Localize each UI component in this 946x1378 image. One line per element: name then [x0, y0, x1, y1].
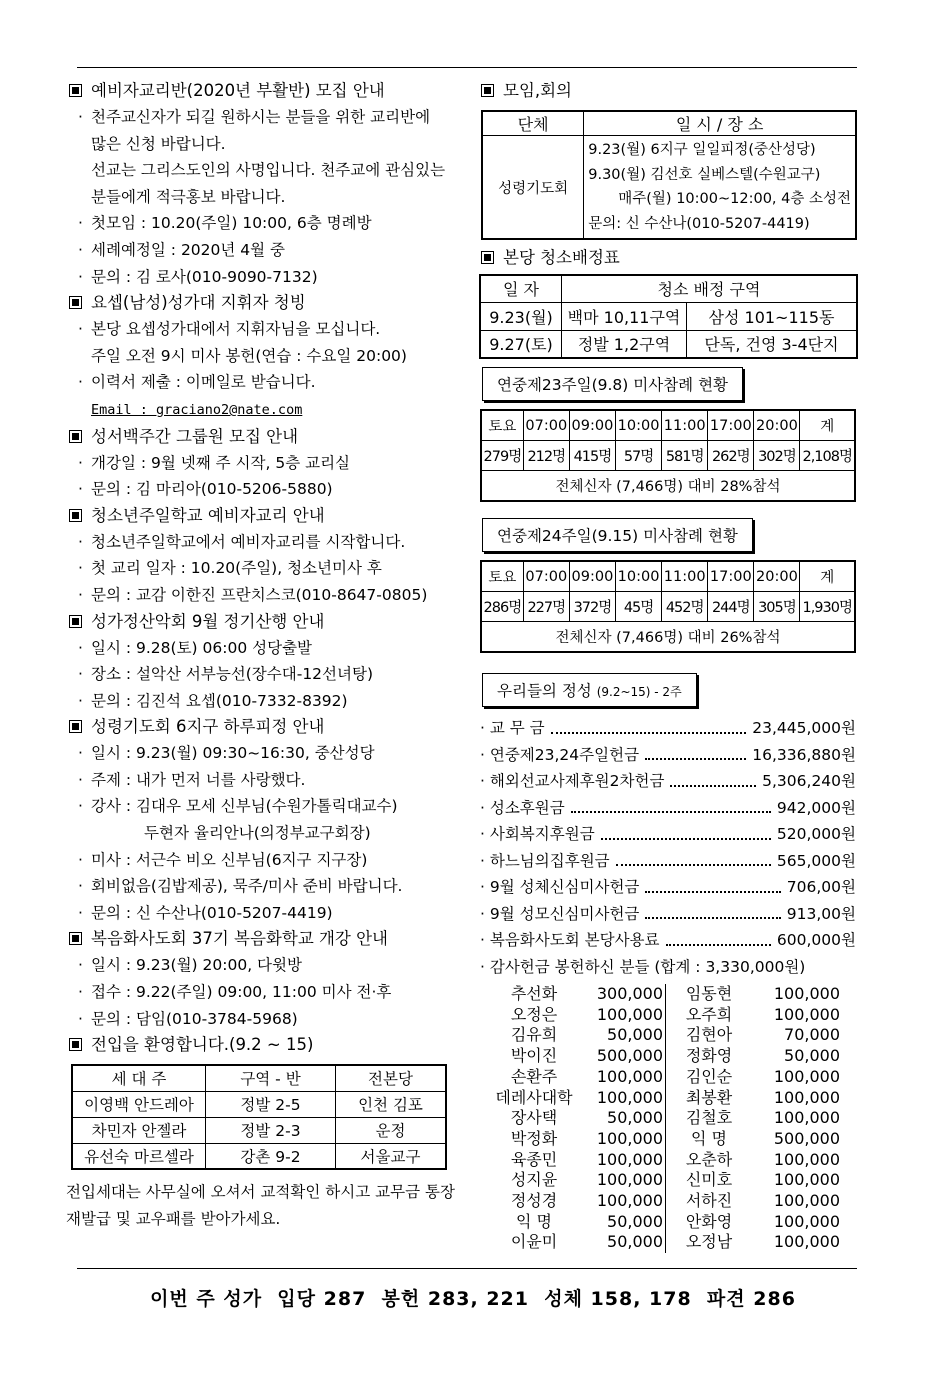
- table-cell: 운정: [336, 1117, 447, 1143]
- table-cell: 정발 2-5: [206, 1091, 336, 1117]
- square-bullet-icon: [69, 720, 82, 733]
- table-cell: 452명: [662, 592, 708, 622]
- offering-list: [478, 715, 856, 980]
- info-line: · 접수 : 9.22(주일) 09:00, 11:00 미사 전·후: [78, 983, 392, 1002]
- donor-name: 익 명: [516, 1211, 552, 1231]
- info-line: · 일시 : 9.28(토) 06:00 성당출발: [78, 638, 313, 657]
- left-column: [66, 78, 461, 1232]
- donor-amount: 100,000: [586, 1191, 666, 1212]
- welcome-note: 전입세대는 사무실에 오셔서 교적확인 하시고 교무금 통장 재발급 및 교우패를 받아가세요.: [66, 1183, 455, 1228]
- donor-name: 김유희: [510, 1025, 558, 1045]
- donor-name: 박정화: [510, 1128, 558, 1148]
- table-cell: 단독, 건영 3-4단지: [687, 330, 858, 358]
- donor-name: 서하진: [685, 1191, 733, 1211]
- square-bullet-icon: [69, 1038, 82, 1051]
- info-line: 두현자 율리안나(의정부교구회장): [144, 824, 371, 843]
- info-line: · 문의 : 김 로사(010-9090-7132): [78, 267, 318, 286]
- hymn-footer: 이번 주 성가 입당 287 봉헌 283, 221 성체 158, 178 파견 286: [150, 1288, 796, 1310]
- table-header: 세 대 주: [72, 1065, 206, 1091]
- table-cell: 이영백 안드레아: [72, 1091, 206, 1117]
- donor-name: 이윤미: [510, 1232, 558, 1252]
- donor-name: 정성경: [510, 1191, 558, 1211]
- table-header: 17:00: [708, 410, 754, 441]
- mass23-table: [480, 409, 856, 502]
- donor-amount: 100,000: [773, 1004, 840, 1024]
- info-line: · 개강일 : 9월 넷째 주 시작, 5층 교리실: [78, 453, 351, 472]
- gospel-heading: 복음화사도회 37기 복음화학교 개강 안내: [66, 926, 461, 952]
- donor-amount: 100,000: [586, 1129, 666, 1150]
- table-header: 전본당: [336, 1065, 447, 1091]
- info-line: · 강사 : 김대우 모세 신부님(수원가톨릭대교수): [78, 797, 398, 816]
- info-line: · 장소 : 설악산 서부능선(장수대-12선녀탕): [78, 665, 374, 684]
- donor-amount: 100,000: [586, 1067, 666, 1088]
- info-line: · 일시 : 9.23(월) 20:00, 다윗방: [78, 956, 302, 975]
- table-header: 단체: [482, 111, 584, 136]
- donor-amount: 100,000: [586, 1150, 666, 1171]
- info-line: · 문의 : 김 마리아(010-5206-5880): [78, 480, 333, 499]
- table-cell: 삼성 101~115동: [687, 302, 858, 330]
- offering-item: · 연중제23,24주일헌금 16,336,880원: [480, 745, 856, 764]
- info-line: · 첫 교리 일자 : 10.20(주일), 청소년미사 후: [78, 559, 382, 578]
- donor-amount: 100,000: [773, 984, 840, 1003]
- catechumen-heading: 예비자교리반(2020년 부활반) 모집 안내: [66, 78, 461, 104]
- table-cell: 전체신자 (7,466명) 대비 26%참석: [481, 622, 855, 653]
- table-header: 일 자: [480, 275, 562, 302]
- table-cell: 성령기도회: [482, 136, 584, 240]
- email-link[interactable]: Email : graciano2@nate.com: [91, 401, 303, 418]
- meeting-table: [481, 110, 857, 240]
- table-cell: 전체신자 (7,466명) 대비 28%참석: [481, 471, 855, 502]
- square-bullet-icon: [69, 615, 82, 628]
- table-cell: 57명: [615, 441, 661, 471]
- donor-amount: 100,000: [773, 1066, 840, 1086]
- table-header: 20:00: [754, 410, 800, 441]
- donor-name: 성지윤: [510, 1170, 558, 1190]
- table-header: 17:00: [708, 561, 754, 592]
- joseph-heading: 요셉(남성)성가대 지휘자 청빙: [66, 290, 461, 316]
- donor-amount: 100,000: [773, 1232, 840, 1252]
- table-header: 토요: [481, 410, 523, 441]
- info-line: · 미사 : 서근수 비오 신부님(6지구 지구장): [78, 850, 368, 869]
- welcome-table: [71, 1064, 447, 1170]
- info-line: [66, 396, 461, 424]
- donor-name: 손환주: [510, 1066, 558, 1086]
- table-cell: 262명: [708, 441, 754, 471]
- offering-item: · 교 무 금 23,445,000원: [480, 719, 856, 737]
- mass24-table: [480, 560, 856, 653]
- table-header: 11:00: [662, 561, 708, 592]
- table-cell: 9.23(월) 6지구 일일피정(중산성당) 9.30(월) 김선호 실베스텔(수원교구) 매주(월) 10:00~12:00, 4층 소성전 문의: 신 수산나(010-5207-4419): [584, 136, 856, 240]
- info-line: · 문의 : 담임(010-3784-5968): [78, 1009, 298, 1028]
- table-cell: 581명: [662, 441, 708, 471]
- table-cell: 서울교구: [336, 1143, 447, 1169]
- donor-name: 김현아: [685, 1025, 733, 1045]
- table-cell: 227명: [523, 592, 569, 622]
- table-cell: 286명: [481, 592, 523, 622]
- table-cell: 45명: [615, 592, 661, 622]
- info-line: · 이력서 제출 : 이메일로 받습니다.: [78, 373, 316, 392]
- donor-amount: 100,000: [773, 1211, 840, 1231]
- donor-amount: 100,000: [586, 1170, 666, 1191]
- donor-name: 신미호: [685, 1170, 733, 1190]
- table-cell: 백마 10,11구역: [562, 302, 687, 330]
- table-header: 청소 배정 구역: [562, 275, 858, 302]
- info-line: · 주제 : 내가 먼저 너를 사랑했다.: [78, 770, 306, 789]
- offering-item: · 복음화사도회 본당사용료 600,000원: [480, 931, 856, 949]
- mass23-label: 연중제23주일(9.8) 미사참례 현황: [482, 367, 743, 401]
- table-cell: 1,930명: [800, 592, 855, 622]
- info-line: · 세례예정일 : 2020년 4월 중: [78, 240, 286, 259]
- info-line: 선교는 그리스도인의 사명입니다. 천주교에 관심있는: [91, 161, 446, 180]
- square-bullet-icon: [481, 84, 494, 97]
- donor-amount: 100,000: [773, 1149, 840, 1169]
- donor-amount: 50,000: [586, 1232, 666, 1253]
- info-line: · 천주교신자가 되길 원하시는 분들을 위한 교리반에: [78, 108, 431, 126]
- donor-amount: 50,000: [784, 1046, 840, 1066]
- hiking-heading: 성가정산악회 9월 정기산행 안내: [66, 609, 461, 635]
- donor-grid: [482, 984, 862, 1253]
- thanks-heading: · 감사헌금 봉헌하신 분들 (합계 : 3,330,000원): [480, 957, 806, 976]
- donor-amount: 100,000: [773, 1108, 840, 1128]
- table-header: 일 시 / 장 소: [584, 111, 856, 136]
- donor-amount: 500,000: [586, 1046, 666, 1067]
- welcome-heading: 전입을 환영합니다.(9.2 ~ 15): [66, 1032, 461, 1058]
- donor-amount: 70,000: [784, 1025, 840, 1045]
- cleaning-heading: 본당 청소배정표: [478, 245, 862, 271]
- donor-name: 오정남: [685, 1232, 733, 1252]
- donor-name: 임동현: [685, 984, 733, 1003]
- table-header: 구역 - 반: [206, 1065, 336, 1091]
- table-cell: 372명: [569, 592, 615, 622]
- donor-name: 장사택: [510, 1108, 558, 1128]
- table-cell: 279명: [481, 441, 523, 471]
- info-line: 많은 신청 바랍니다.: [91, 134, 226, 153]
- bible-heading: 성서백주간 그룹원 모집 안내: [66, 424, 461, 450]
- donor-amount: 300,000: [586, 984, 666, 1005]
- meeting-heading: 모임,회의: [478, 78, 862, 104]
- info-line: · 회비없음(김밥제공), 묵주/미사 준비 바랍니다.: [78, 877, 403, 896]
- offering-item: · 성소후원금 942,000원: [480, 798, 856, 817]
- table-header: 토요: [481, 561, 523, 592]
- right-column: [478, 78, 862, 1253]
- table-header: 20:00: [754, 561, 800, 592]
- info-line: · 문의 : 김진석 요셉(010-7332-8392): [78, 691, 348, 710]
- table-cell: 인천 김포: [336, 1091, 447, 1117]
- donor-amount: 100,000: [773, 1087, 840, 1107]
- donor-amount: 500,000: [773, 1128, 840, 1148]
- donor-name: 육종민: [510, 1149, 558, 1169]
- offering-label: 우리들의 정성 (9.2~15) - 2주: [482, 673, 697, 707]
- table-header: 09:00: [569, 561, 615, 592]
- info-line: · 문의 : 교감 이한진 프란치스코(010-8647-0805): [78, 585, 428, 604]
- square-bullet-icon: [69, 509, 82, 522]
- cleaning-table: [479, 274, 858, 359]
- donor-amount: 50,000: [586, 1212, 666, 1233]
- donor-amount: 50,000: [586, 1025, 666, 1046]
- table-header: 07:00: [523, 410, 569, 441]
- mass24-label: 연중제24주일(9.15) 미사참례 현황: [482, 518, 753, 552]
- donor-name: 추선화: [510, 984, 558, 1003]
- donor-name: 오춘하: [685, 1149, 733, 1169]
- table-header: 09:00: [569, 410, 615, 441]
- donor-name: 김인순: [685, 1066, 733, 1086]
- donor-name: 안화영: [685, 1211, 733, 1231]
- donor-name: 데레사대학: [495, 1087, 573, 1107]
- table-header: 계: [800, 561, 855, 592]
- table-header: 11:00: [662, 410, 708, 441]
- table-header: 10:00: [615, 561, 661, 592]
- donor-name: 최봉환: [685, 1087, 733, 1107]
- info-line: 주일 오전 9시 미사 봉헌(연습 : 수요일 20:00): [91, 346, 407, 365]
- table-cell: 415명: [569, 441, 615, 471]
- prayer-heading: 성령기도회 6지구 하루피정 안내: [66, 714, 461, 740]
- table-cell: 유선숙 마르셀라: [72, 1143, 206, 1169]
- donor-name: 박이진: [510, 1046, 558, 1066]
- table-cell: 244명: [708, 592, 754, 622]
- table-header: 07:00: [523, 561, 569, 592]
- square-bullet-icon: [69, 296, 82, 309]
- table-cell: 9.27(토): [480, 330, 562, 358]
- offering-item: · 9월 성모신심미사헌금 913,00원: [480, 904, 856, 923]
- info-line: · 첫모임 : 10.20(주일) 10:00, 6층 명례방: [78, 214, 372, 233]
- info-line: · 본당 요셉성가대에서 지휘자님을 모십니다.: [78, 320, 381, 339]
- offering-item: · 해외선교사제후원2차헌금 5,306,240원: [480, 772, 856, 790]
- donor-amount: 100,000: [773, 1191, 840, 1211]
- table-cell: 2,108명: [800, 441, 855, 471]
- top-rule: [77, 67, 857, 68]
- donor-amount: 50,000: [586, 1108, 666, 1129]
- info-line: 분들에게 적극홍보 바랍니다.: [91, 187, 286, 206]
- donor-name: 오주희: [685, 1004, 733, 1024]
- square-bullet-icon: [69, 932, 82, 945]
- table-cell: 정발 2-3: [206, 1117, 336, 1143]
- table-cell: 9.23(월): [480, 302, 562, 330]
- table-cell: 강촌 9-2: [206, 1143, 336, 1169]
- info-line: · 일시 : 9.23(월) 09:30~16:30, 중산성당: [78, 744, 375, 763]
- info-line: · 청소년주일학교에서 예비자교리를 시작합니다.: [78, 532, 406, 551]
- table-cell: 302명: [754, 441, 800, 471]
- donor-name: 오정은: [510, 1004, 558, 1024]
- table-header: 계: [800, 410, 855, 441]
- donor-amount: 100,000: [773, 1170, 840, 1190]
- offering-item: · 사회복지후원금 520,000원: [480, 825, 856, 843]
- square-bullet-icon: [69, 430, 82, 443]
- table-cell: 305명: [754, 592, 800, 622]
- table-header: 10:00: [615, 410, 661, 441]
- donor-name: 김철호: [685, 1108, 733, 1128]
- table-cell: 정발 1,2구역: [562, 330, 687, 358]
- square-bullet-icon: [69, 84, 82, 97]
- info-line: · 문의 : 신 수산나(010-5207-4419): [78, 903, 333, 922]
- youth-heading: 청소년주일학교 예비자교리 안내: [66, 503, 461, 529]
- donor-name: 익 명: [691, 1128, 727, 1148]
- bottom-rule: [77, 1268, 857, 1269]
- table-cell: 212명: [523, 441, 569, 471]
- donor-amount: 100,000: [586, 1088, 666, 1109]
- square-bullet-icon: [481, 251, 494, 264]
- offering-item: · 하느님의집후원금 565,000원: [480, 851, 856, 870]
- donor-amount: 100,000: [586, 1005, 666, 1026]
- donor-name: 정화영: [685, 1046, 733, 1066]
- offering-item: · 9월 성체신심미사헌금 706,00원: [480, 878, 856, 896]
- table-cell: 차민자 안젤라: [72, 1117, 206, 1143]
